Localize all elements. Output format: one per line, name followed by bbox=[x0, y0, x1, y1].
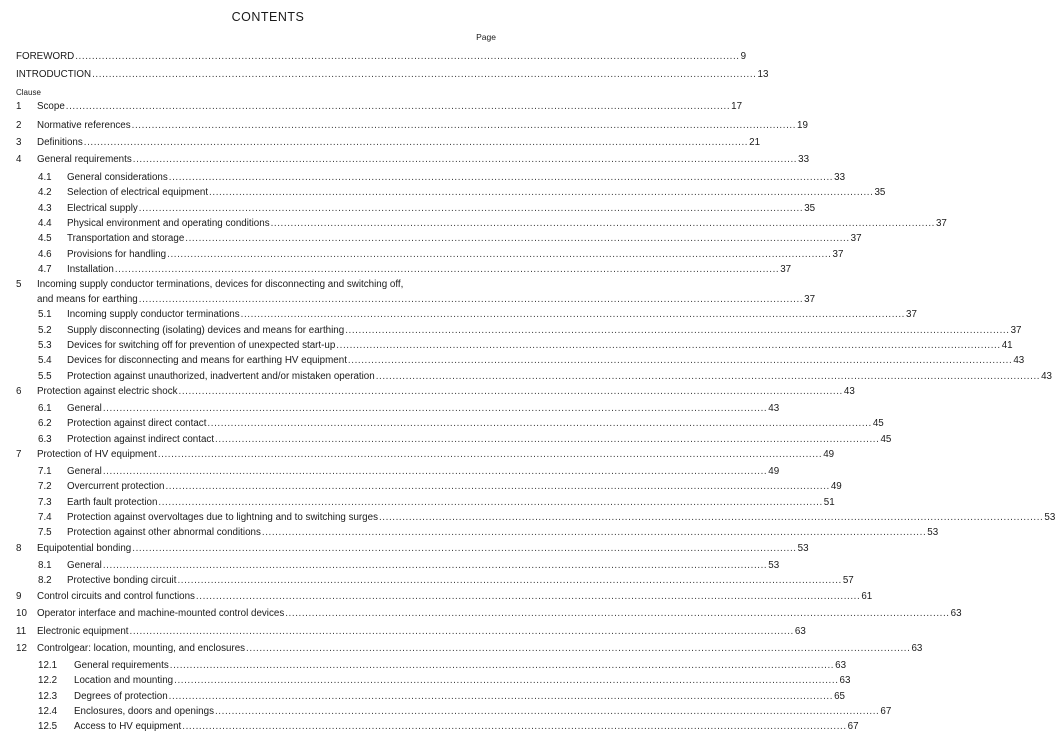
toc-entry[interactable] bbox=[38, 233, 862, 245]
toc-entry-page: 63 bbox=[911, 643, 923, 654]
toc-entry-title: Degrees of protection bbox=[74, 691, 168, 702]
dot-leader: ........................................................................................................................................................................................................ bbox=[270, 218, 935, 229]
dot-leader: ........................................................................................................................................................................................................ bbox=[92, 69, 757, 80]
toc-entry[interactable] bbox=[38, 309, 917, 321]
toc-entry-page: 9 bbox=[740, 51, 747, 62]
dot-leader: ........................................................................................................................................................................................................ bbox=[347, 355, 1013, 366]
toc-entry-page: 33 bbox=[798, 154, 810, 165]
toc-entry[interactable] bbox=[38, 218, 947, 230]
toc-entry-number: 8.2 bbox=[38, 575, 52, 586]
toc-entry[interactable] bbox=[38, 527, 939, 539]
toc-entry[interactable] bbox=[38, 660, 847, 672]
toc-entry[interactable] bbox=[38, 371, 1053, 383]
toc-entry-title: Protection against indirect contact bbox=[67, 434, 215, 445]
toc-entry-title: Devices for disconnecting and means for earthing HV equipment bbox=[67, 355, 347, 366]
dot-leader: ........................................................................................................................................................................................................ bbox=[168, 172, 834, 183]
toc-entry-title: Protective bonding circuit bbox=[67, 575, 177, 586]
toc-entry[interactable] bbox=[16, 543, 809, 555]
toc-entry-title: Earth fault protection bbox=[67, 497, 158, 508]
toc-entry-title: Equipotential bonding bbox=[37, 543, 132, 554]
toc-entry[interactable] bbox=[38, 355, 1025, 367]
toc-entry-title: Electrical supply bbox=[67, 203, 138, 214]
dot-leader: ........................................................................................................................................................................................................ bbox=[185, 233, 850, 244]
toc-entry-number: 6.3 bbox=[38, 434, 52, 445]
toc-entry[interactable] bbox=[38, 481, 842, 493]
dot-leader: ........................................................................................................................................................................................................ bbox=[169, 660, 835, 671]
toc-entry-number: 4.2 bbox=[38, 187, 52, 198]
toc-entry-title: Control circuits and control functions bbox=[37, 591, 195, 602]
toc-entry[interactable] bbox=[16, 626, 806, 638]
dot-leader: ........................................................................................................................................................................................................ bbox=[195, 591, 861, 602]
toc-entry-number: 6.2 bbox=[38, 418, 52, 429]
toc-entry-page: 49 bbox=[823, 449, 835, 460]
toc-entry-number: 4.3 bbox=[38, 203, 52, 214]
toc-entry-page: 67 bbox=[880, 706, 892, 717]
toc-entry[interactable] bbox=[38, 172, 846, 184]
clause-column-label: Clause bbox=[16, 88, 41, 97]
dot-leader: ........................................................................................................................................................................................................ bbox=[138, 294, 804, 305]
toc-entry[interactable] bbox=[38, 575, 854, 587]
toc-entry-page: 53 bbox=[1044, 512, 1055, 523]
toc-entry-title: Physical environment and operating conditions bbox=[67, 218, 270, 229]
toc-entry-number: 4.1 bbox=[38, 172, 52, 183]
toc-entry-number: 12.4 bbox=[38, 706, 58, 717]
toc-entry-number: 12.3 bbox=[38, 691, 58, 702]
toc-entry[interactable] bbox=[38, 264, 792, 276]
toc-entry-number: 1 bbox=[16, 101, 22, 112]
toc-entry-number: 8 bbox=[16, 543, 22, 554]
toc-entry-page: 37 bbox=[906, 309, 917, 320]
toc-entry-number: 7.4 bbox=[38, 512, 52, 523]
toc-entry-number: 5.1 bbox=[38, 309, 52, 320]
toc-entry-title: General considerations bbox=[67, 172, 168, 183]
toc-entry-page: 63 bbox=[950, 608, 962, 619]
toc-entry[interactable] bbox=[38, 721, 859, 733]
toc-entry[interactable] bbox=[16, 608, 962, 620]
dot-leader: ........................................................................................................................................................................................................ bbox=[75, 51, 740, 62]
toc-entry-page: 63 bbox=[794, 626, 806, 637]
toc-entry[interactable] bbox=[38, 466, 780, 478]
dot-leader: ........................................................................................................................................................................................................ bbox=[174, 675, 839, 686]
toc-entry-title: Controlgear: location, mounting, and enclosures bbox=[37, 643, 246, 654]
toc-entry[interactable] bbox=[38, 497, 835, 509]
dot-leader: ........................................................................................................................................................................................................ bbox=[83, 137, 749, 148]
toc-entry-title: Provisions for handling bbox=[67, 249, 167, 260]
toc-entry[interactable] bbox=[38, 340, 1013, 352]
toc-entry-page: 19 bbox=[797, 120, 808, 131]
toc-entry-title: Scope bbox=[37, 101, 65, 112]
toc-entry-page: 45 bbox=[872, 418, 884, 429]
dot-leader: ........................................................................................................................................................................................................ bbox=[177, 575, 842, 586]
toc-entry-page: 49 bbox=[830, 481, 842, 492]
dot-leader: ........................................................................................................................................................................................................ bbox=[215, 434, 880, 445]
toc-entry-page: 37 bbox=[935, 218, 947, 229]
dot-leader: ........................................................................................................................................................................................................ bbox=[178, 386, 843, 397]
toc-entry-title: Supply disconnecting (isolating) devices and means for earthing bbox=[67, 325, 345, 336]
toc-entry-number: 2 bbox=[16, 120, 22, 131]
toc-entry-number: 7.1 bbox=[38, 466, 52, 477]
toc-entry-number: 5.5 bbox=[38, 371, 52, 382]
toc-entry-title: FOREWORD bbox=[16, 51, 75, 62]
toc-entry-number: 5 bbox=[16, 279, 22, 290]
toc-entry-first-line bbox=[16, 279, 498, 291]
toc-entry[interactable] bbox=[16, 137, 761, 149]
toc-entry-page: 13 bbox=[757, 69, 769, 80]
dot-leader: ........................................................................................................................................................................................................ bbox=[246, 643, 911, 654]
toc-entry-page: 49 bbox=[768, 466, 780, 477]
toc-entry[interactable] bbox=[16, 294, 816, 306]
dot-leader: ........................................................................................................................................................................................................ bbox=[65, 101, 731, 112]
dot-leader: ........................................................................................................................................................................................................ bbox=[345, 325, 1010, 336]
toc-entry-page: 43 bbox=[1041, 371, 1053, 382]
toc-entry[interactable] bbox=[16, 101, 743, 113]
toc-entry-number: 12.1 bbox=[38, 660, 58, 671]
toc-entry-title: Access to HV equipment bbox=[74, 721, 182, 732]
toc-entry-number: 10 bbox=[16, 608, 27, 619]
toc-entry-number: 7 bbox=[16, 449, 22, 460]
toc-entry-number: 6 bbox=[16, 386, 22, 397]
dot-leader: ........................................................................................................................................................................................................ bbox=[114, 264, 780, 275]
toc-entry-page: 37 bbox=[1010, 325, 1022, 336]
dot-leader: ........................................................................................................................................................................................................ bbox=[182, 721, 847, 732]
toc-entry-number: 7.2 bbox=[38, 481, 52, 492]
toc-entry-title: Installation bbox=[67, 264, 114, 275]
toc-entry-title: Location and mounting bbox=[74, 675, 174, 686]
toc-entry[interactable] bbox=[16, 591, 873, 603]
toc-entry-page: 35 bbox=[874, 187, 886, 198]
toc-entry-title: Protection against electric shock bbox=[37, 386, 178, 397]
toc-entry[interactable] bbox=[38, 706, 892, 718]
toc-entry-title: Incoming supply conductor terminations, devices for disconnecting and switching off, bbox=[37, 279, 404, 290]
dot-leader: ........................................................................................................................................................................................................ bbox=[102, 466, 768, 477]
dot-leader: ........................................................................................................................................................................................................ bbox=[131, 120, 797, 131]
toc-entry[interactable] bbox=[38, 434, 892, 446]
toc-entry[interactable] bbox=[38, 203, 816, 215]
toc-entry-page: 53 bbox=[797, 543, 809, 554]
toc-entry-title: Protection of HV equipment bbox=[37, 449, 157, 460]
dot-leader: ........................................................................................................................................................................................................ bbox=[102, 560, 768, 571]
toc-entry-title: Normative references bbox=[37, 120, 131, 131]
dot-leader: ........................................................................................................................................................................................................ bbox=[207, 418, 872, 429]
toc-entry-page: 45 bbox=[880, 434, 892, 445]
toc-entry-number: 12.5 bbox=[38, 721, 58, 732]
toc-entry-page: 37 bbox=[780, 264, 792, 275]
toc-entry[interactable] bbox=[38, 560, 780, 572]
dot-leader: ........................................................................................................................................................................................................ bbox=[138, 203, 804, 214]
toc-entry-title: Devices for switching off for prevention of unexpected start-up bbox=[67, 340, 336, 351]
toc-entry-title: Overcurrent protection bbox=[67, 481, 165, 492]
page-title: CONTENTS bbox=[231, 10, 305, 24]
dot-leader: ........................................................................................................................................................................................................ bbox=[261, 527, 927, 538]
toc-entry-number: 11 bbox=[16, 626, 27, 637]
toc-entry-number: 8.1 bbox=[38, 560, 52, 571]
toc-entry[interactable] bbox=[38, 325, 1022, 337]
toc-entry-page: 17 bbox=[731, 101, 743, 112]
dot-leader: ........................................................................................................................................................................................................ bbox=[132, 543, 797, 554]
toc-entry-number: 4 bbox=[16, 154, 22, 165]
toc-entry-title: General bbox=[67, 466, 102, 477]
toc-entry-page: 63 bbox=[835, 660, 847, 671]
toc-entry-page: 43 bbox=[768, 403, 780, 414]
toc-entry[interactable] bbox=[16, 51, 747, 63]
toc-entry-page: 37 bbox=[832, 249, 844, 260]
dot-leader: ........................................................................................................................................................................................................ bbox=[336, 340, 1001, 351]
dot-leader: ........................................................................................................................................................................................................ bbox=[168, 691, 834, 702]
toc-entry-page: 37 bbox=[804, 294, 816, 305]
toc-entry-page: 43 bbox=[843, 386, 855, 397]
toc-entry[interactable] bbox=[38, 691, 845, 703]
toc-entry-page: 61 bbox=[861, 591, 873, 602]
dot-leader: ........................................................................................................................................................................................................ bbox=[165, 481, 830, 492]
toc-entry-number: 5.2 bbox=[38, 325, 52, 336]
toc-entry-page: 63 bbox=[839, 675, 851, 686]
toc-entry-number: 3 bbox=[16, 137, 22, 148]
toc-entry-page: 53 bbox=[768, 560, 780, 571]
toc-entry-title: Operator interface and machine-mounted control devices bbox=[37, 608, 285, 619]
toc-entry-page: 53 bbox=[927, 527, 939, 538]
toc-entry-title: Protection against unauthorized, inadvertent and/or mistaken operation bbox=[67, 371, 375, 382]
toc-entry[interactable] bbox=[38, 512, 1055, 524]
toc-entry-page: 43 bbox=[1013, 355, 1025, 366]
dot-leader: ........................................................................................................................................................................................................ bbox=[214, 706, 880, 717]
toc-entry-title: Definitions bbox=[37, 137, 83, 148]
toc-entry[interactable] bbox=[38, 418, 884, 430]
toc-entry-number: 4.6 bbox=[38, 249, 52, 260]
toc-entry-number: 4.4 bbox=[38, 218, 52, 229]
toc-entry-number: 4.5 bbox=[38, 233, 52, 244]
toc-entry-title: Enclosures, doors and openings bbox=[74, 706, 214, 717]
toc-entry-number: 7.3 bbox=[38, 497, 52, 508]
toc-entry[interactable] bbox=[16, 449, 835, 461]
toc-entry-page: 35 bbox=[804, 203, 816, 214]
dot-leader: ........................................................................................................................................................................................................ bbox=[129, 626, 794, 637]
toc-entry-number: 6.1 bbox=[38, 403, 52, 414]
toc-entry-number: 7.5 bbox=[38, 527, 52, 538]
toc-entry-title: Incoming supply conductor terminations bbox=[67, 309, 240, 320]
toc-entry-title: Transportation and storage bbox=[67, 233, 185, 244]
toc-entry-title: INTRODUCTION bbox=[16, 69, 92, 80]
toc-entry[interactable] bbox=[38, 187, 886, 199]
toc-entry-number: 5.4 bbox=[38, 355, 52, 366]
toc-entry-number: 12.2 bbox=[38, 675, 58, 686]
dot-leader: ........................................................................................................................................................................................................ bbox=[167, 249, 832, 260]
dot-leader: ........................................................................................................................................................................................................ bbox=[240, 309, 906, 320]
toc-entry-title: Protection against overvoltages due to lightning and to switching surges bbox=[67, 512, 378, 523]
toc-entry[interactable] bbox=[16, 386, 855, 398]
toc-entry-title: General bbox=[67, 403, 102, 414]
toc-entry[interactable] bbox=[38, 249, 844, 261]
dot-leader: ........................................................................................................................................................................................................ bbox=[285, 608, 950, 619]
toc-entry-number: 5.3 bbox=[38, 340, 52, 351]
dot-leader: ........................................................................................................................................................................................................ bbox=[209, 187, 874, 198]
toc-entry[interactable] bbox=[16, 643, 923, 655]
page-column-label: Page bbox=[476, 32, 496, 42]
dot-leader: ........................................................................................................................................................................................................ bbox=[102, 403, 768, 414]
toc-entry[interactable] bbox=[38, 675, 851, 687]
toc-entry-page: 65 bbox=[834, 691, 845, 702]
toc-entry-page: 21 bbox=[749, 137, 761, 148]
toc-entry-page: 67 bbox=[847, 721, 859, 732]
toc-entry-number: 9 bbox=[16, 591, 22, 602]
toc-entry-title: General requirements bbox=[74, 660, 169, 671]
toc-entry-title: General bbox=[67, 560, 102, 571]
toc-entry-title: Electronic equipment bbox=[37, 626, 129, 637]
toc-entry-number: 4.7 bbox=[38, 264, 52, 275]
toc-entry-page: 57 bbox=[842, 575, 854, 586]
dot-leader: ........................................................................................................................................................................................................ bbox=[158, 497, 823, 508]
toc-entry-number: 12 bbox=[16, 643, 27, 654]
dot-leader: ........................................................................................................................................................................................................ bbox=[375, 371, 1041, 382]
toc-entry[interactable] bbox=[38, 403, 780, 415]
toc-entry[interactable] bbox=[16, 154, 810, 166]
toc-entry-title: Protection against direct contact bbox=[67, 418, 207, 429]
toc-entry-page: 41 bbox=[1001, 340, 1013, 351]
toc-entry-page: 33 bbox=[834, 172, 846, 183]
toc-entry-title: Protection against other abnormal conditions bbox=[67, 527, 261, 538]
dot-leader: ........................................................................................................................................................................................................ bbox=[132, 154, 798, 165]
toc-entry-title: General requirements bbox=[37, 154, 132, 165]
toc-entry[interactable] bbox=[16, 69, 769, 81]
dot-leader: ........................................................................................................................................................................................................ bbox=[378, 512, 1044, 523]
toc-entry-page: 51 bbox=[823, 497, 835, 508]
dot-leader: ........................................................................................................................................................................................................ bbox=[157, 449, 823, 460]
toc-entry[interactable] bbox=[16, 120, 808, 132]
toc-entry-title: Selection of electrical equipment bbox=[67, 187, 209, 198]
toc-entry-page: 37 bbox=[850, 233, 862, 244]
toc-entry-title-continued: and means for earthing bbox=[37, 294, 138, 305]
